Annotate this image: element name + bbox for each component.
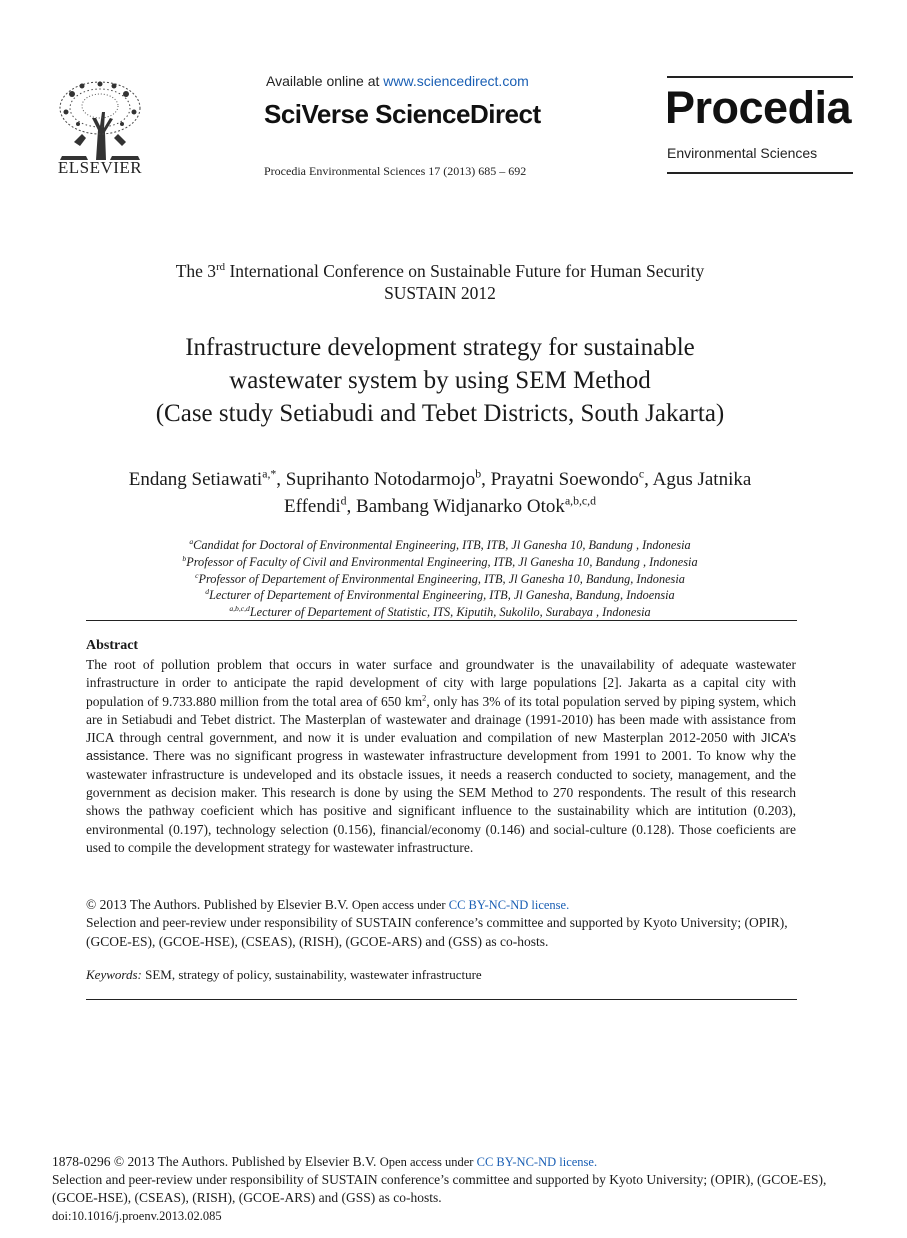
affiliation-abcd: $^{a,b,c,d}$Lecturer of Departement of Statistic, ITS, Kiputih, Sukolilo, Surabaya , Indonesia xyxy=(229,604,651,620)
procedia-top-rule xyxy=(667,76,853,78)
author-3: Prayatni Soewondo$^c$, xyxy=(490,467,653,490)
peer-review-statement: Selection and peer-review under responsibility of SUSTAIN conference’s committee and supported by Kyoto University; (OPIR), (GCOE-ES), (GCOE-HSE), (CSEAS), (RISH), (GCOE-ARS) and (GSS) as co-hosts. xyxy=(86,915,788,949)
author-5: Bambang Widjanarko Otok$^{a,b,c,d}$ xyxy=(356,494,596,517)
conference-line1 xyxy=(0,260,880,282)
journal-reference: Procedia Environmental Sciences 17 (2013) 685 – 692 xyxy=(264,164,527,178)
footer xyxy=(52,1153,832,1225)
authors xyxy=(100,466,780,520)
conference-ordinal: rd xyxy=(216,261,226,274)
author-1: Endang Setiawati$^{a,*}$, xyxy=(128,467,286,490)
copyright-line: © 2013 The Authors. Published by Elsevier B.V. Open access under CC BY-NC-ND license. xyxy=(86,897,570,912)
sciverse-logo: SciVerse ScienceDirect xyxy=(264,99,541,129)
conference-prefix: The 3 xyxy=(175,261,217,281)
title-line3: (Case study Setiabudi and Tebet Districts, South Jakarta) xyxy=(155,400,725,427)
copyright-block xyxy=(86,896,801,951)
keywords-text: SEM, strategy of policy, sustainability, wastewater infrastructure xyxy=(141,967,482,982)
available-online xyxy=(266,73,529,89)
license-link[interactable]: CC BY-NC-ND license. xyxy=(448,898,570,912)
keywords xyxy=(86,967,482,983)
conference-rest: International Conference on Sustainable Future for Human Security xyxy=(225,261,705,281)
abstract-heading: Abstract xyxy=(86,638,139,653)
abstract-body: The root of pollution problem that occurs in water surface and groundwater is the unavailability of adequate wastewater infrastructure in order to anticipate the rapid development of city with large populations [2]. Jakarta as a capital city with population of 9.733.880 million from the total area of 650 $km^2$, only has 3% of its total population served by piping system, which are in Setiabudi and Tebet district. The Masterplan of wastewater and drainage (1991-2010) has been made with assistance from JICA through central government, and now it is under evaluation and compilation of new Masterplan 2012-2050 with JICA’s assistance. There was no significant progress in wastewater infrastructure development from 1991 to 2001. To know why the wastewater infrastructure is undeveloped and its obstacle issues, it needs a reaserch conducted to society, management, and the government as decision maker. This research is done by using the SEM Method to 270 respondents. The result of this research shows the pathway coeficient which has positive and significant influence to the sustainability which are intitution (0.203), environmental (0.197), technology selection (0.156), financial/economy (0.146) and social-culture (0.128). Those coeficients are used to compile the development strategy for wastewater infrastructure. xyxy=(86,657,796,855)
author-4: Agus Jatnika Effendi$^d$, xyxy=(284,469,752,517)
affiliations xyxy=(0,537,880,621)
affiliation-d: $^d$Lecturer of Departement of Environmental Engineering, ITB, Jl Ganesha, Bandung, Indoensia xyxy=(205,587,675,603)
author-2: Suprihanto Notodarmojo$^b$, xyxy=(285,467,491,490)
title-line1: Infrastructure development strategy for sustainable xyxy=(185,334,695,361)
abstract-bottom-rule xyxy=(86,999,797,1000)
procedia-bottom-rule xyxy=(667,172,853,174)
affiliation-a: $^a$Candidat for Doctoral of Environmental Engineering, ITB, ITB, Jl Ganesha 10, Bandung , Indonesia xyxy=(189,536,691,552)
conference-name xyxy=(0,260,880,304)
sciencedirect-link[interactable]: www.sciencedirect.com xyxy=(383,73,529,89)
footer-license-link[interactable]: CC BY-NC-ND license. xyxy=(476,1155,598,1169)
elsevier-logo xyxy=(52,72,148,180)
conference-line2: SUSTAIN 2012 xyxy=(384,283,496,303)
title-line2: wastewater system by using SEM Method xyxy=(229,367,651,394)
available-online-prefix: Available online at xyxy=(266,73,384,89)
footer-doi[interactable]: doi:10.1016/j.proenv.2013.02.085 xyxy=(52,1209,222,1223)
elsevier-wordmark: ELSEVIER xyxy=(57,158,143,177)
affiliation-b: $^b$Professor of Faculty of Civil and Environmental Engineering, ITB, Jl Ganesha 10, Bandung , Indonesia xyxy=(182,553,698,569)
keywords-label: Keywords: xyxy=(86,967,142,982)
procedia-subtitle: Environmental Sciences xyxy=(667,145,818,161)
paper-title xyxy=(0,331,880,430)
footer-issn: 1878-0296 © 2013 The Authors. Published by Elsevier B.V. Open access under CC BY-NC-ND license. xyxy=(52,1154,598,1169)
affiliation-c: $^c$Professor of Departement of Environmental Engineering, ITB, Jl Ganesha 10, Bandung, Indonesia xyxy=(195,570,685,586)
procedia-title: Procedia xyxy=(665,82,852,133)
footer-selection: Selection and peer-review under responsibility of SUSTAIN conference’s committee and supported by Kyoto University; (OPIR), (GCOE-ES), (GCOE-HSE), (CSEAS), (RISH), (GCOE-ARS) and (GSS) as co-hosts. xyxy=(52,1172,827,1205)
abstract-top-rule xyxy=(86,620,797,621)
